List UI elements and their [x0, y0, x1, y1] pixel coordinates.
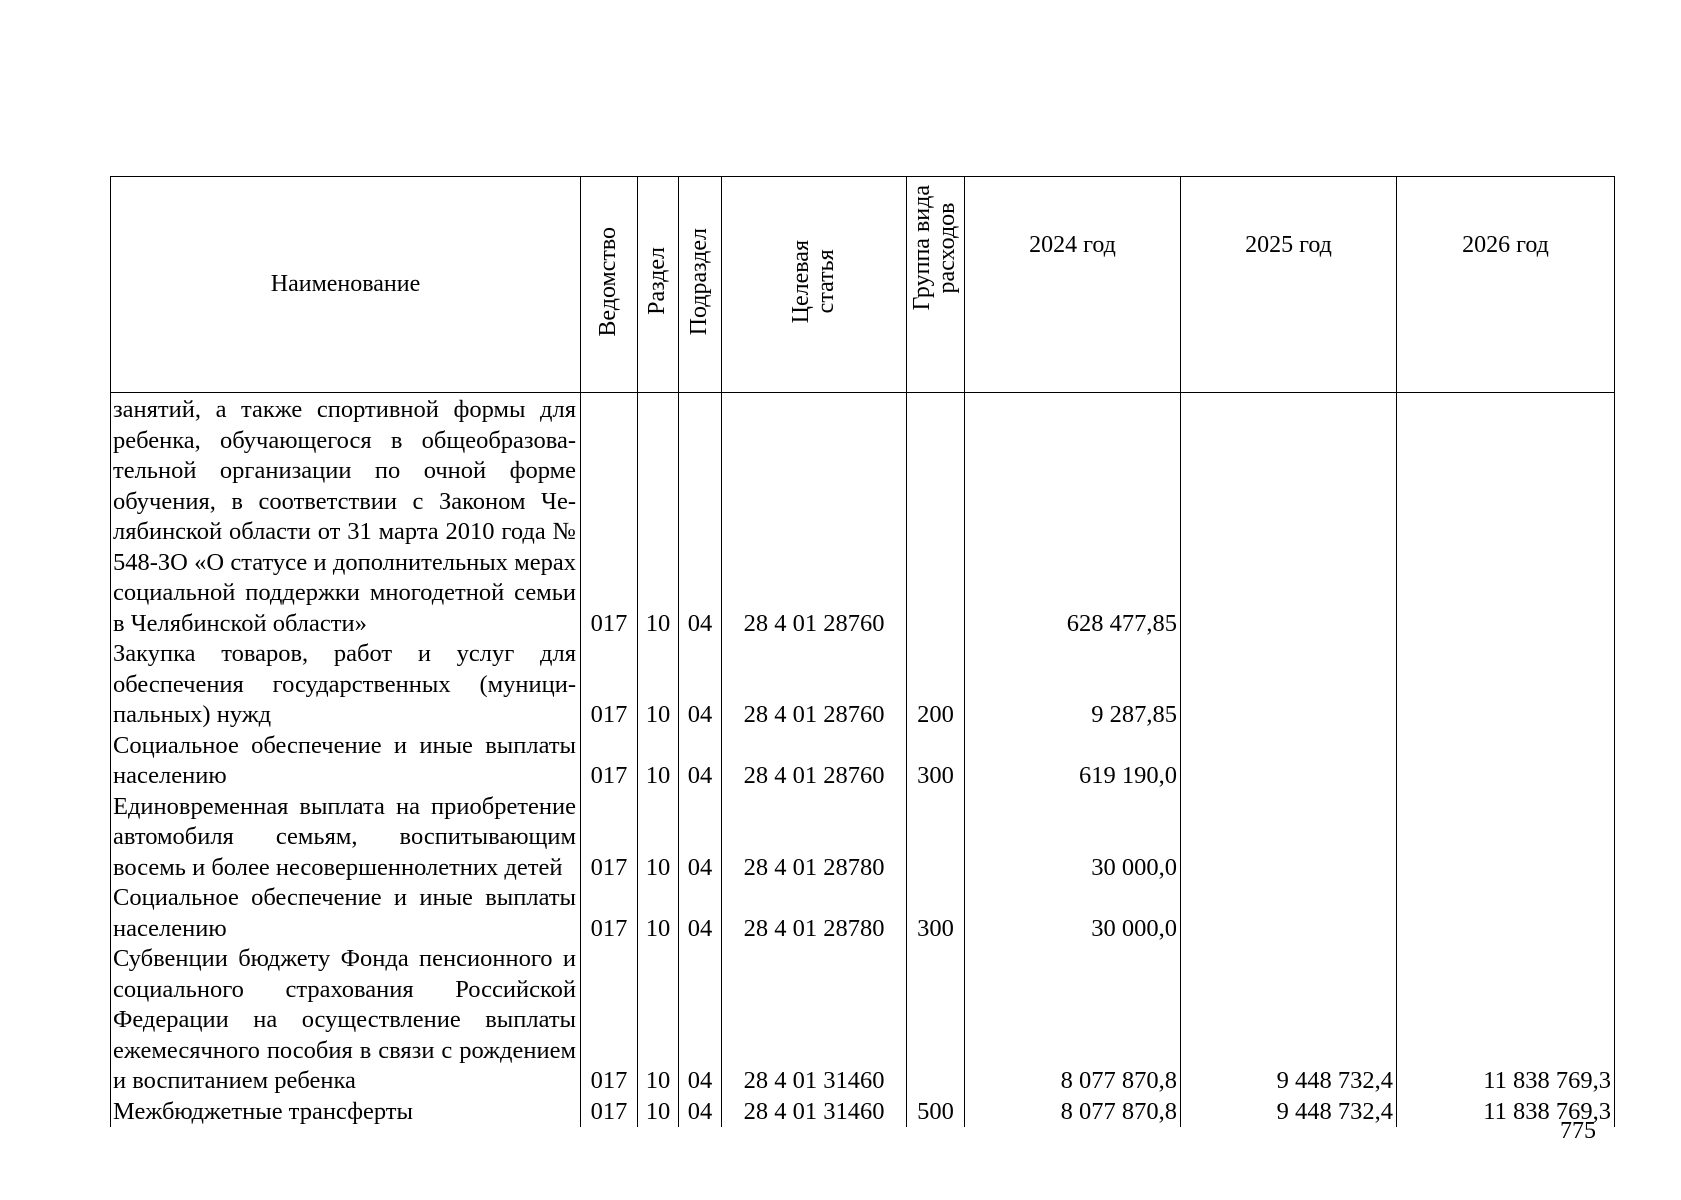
row-2024: 8 077 870,8 — [965, 944, 1181, 1097]
row-2025 — [1181, 792, 1397, 884]
header-celevaya-statya: Целевая статья — [722, 177, 907, 393]
row-gruppa: 300 — [907, 731, 965, 792]
row-2024: 30 000,0 — [965, 792, 1181, 884]
row-gruppa: 300 — [907, 883, 965, 944]
row-2026: 11 838 769,3 — [1397, 1097, 1615, 1128]
row-2025 — [1181, 639, 1397, 731]
row-gruppa — [907, 792, 965, 884]
row-name: занятий, а также спортивной формы для ребенка, обучающегося в общеобразовательной организации по очной форме обучения, в соответствии с Законом Челябинской области от 31 марта 2010 года № 548-ЗО «О статусе и дополнительных мерах социальной поддержки многодетной семьи в Челябинской области» — [111, 393, 581, 640]
row-2024: 30 000,0 — [965, 883, 1181, 944]
row-2026 — [1397, 883, 1615, 944]
table-header — [111, 177, 1615, 393]
table-row — [111, 393, 1615, 640]
row-2025 — [1181, 393, 1397, 640]
row-gruppa — [907, 944, 965, 1097]
row-vedomstvo: 017 — [581, 944, 638, 1097]
row-2024: 619 190,0 — [965, 731, 1181, 792]
row-name: Социальное обеспечение и иные выплаты населению — [111, 883, 581, 944]
row-podrazdel: 04 — [679, 393, 722, 640]
row-celevaya-statya: 28 4 01 28760 — [722, 639, 907, 731]
row-2024: 8 077 870,8 — [965, 1097, 1181, 1128]
row-razdel: 10 — [638, 393, 679, 640]
row-2024: 628 477,85 — [965, 393, 1181, 640]
row-razdel: 10 — [638, 639, 679, 731]
table-body — [111, 393, 1615, 1128]
row-razdel: 10 — [638, 792, 679, 884]
row-razdel: 10 — [638, 883, 679, 944]
row-celevaya-statya: 28 4 01 28780 — [722, 883, 907, 944]
table-row — [111, 883, 1615, 944]
table-row — [111, 731, 1615, 792]
row-podrazdel: 04 — [679, 883, 722, 944]
row-2024: 9 287,85 — [965, 639, 1181, 731]
row-2026: 11 838 769,3 — [1397, 944, 1615, 1097]
row-podrazdel: 04 — [679, 944, 722, 1097]
row-vedomstvo: 017 — [581, 792, 638, 884]
row-name: Социальное обеспечение и иные выплаты населению — [111, 731, 581, 792]
row-razdel: 10 — [638, 731, 679, 792]
row-razdel: 10 — [638, 1097, 679, 1128]
table-row — [111, 639, 1615, 731]
row-celevaya-statya: 28 4 01 28760 — [722, 393, 907, 640]
row-2025 — [1181, 731, 1397, 792]
row-gruppa — [907, 393, 965, 640]
row-2025: 9 448 732,4 — [1181, 944, 1397, 1097]
header-podrazdel: Подраздел — [679, 177, 722, 393]
page-number: 775 — [1560, 1118, 1596, 1144]
table-row — [111, 1097, 1615, 1128]
row-podrazdel: 04 — [679, 1097, 722, 1128]
row-celevaya-statya: 28 4 01 31460 — [722, 944, 907, 1097]
row-celevaya-statya: 28 4 01 31460 — [722, 1097, 907, 1128]
row-2025 — [1181, 883, 1397, 944]
table-row — [111, 944, 1615, 1097]
row-vedomstvo: 017 — [581, 1097, 638, 1128]
row-2026 — [1397, 731, 1615, 792]
header-vedomstvo: Ведомство — [581, 177, 638, 393]
table-row — [111, 792, 1615, 884]
budget-table — [110, 176, 1615, 1127]
row-celevaya-statya: 28 4 01 28760 — [722, 731, 907, 792]
row-2026 — [1397, 792, 1615, 884]
row-vedomstvo: 017 — [581, 883, 638, 944]
header-2026: 2026 год — [1397, 177, 1615, 393]
header-razdel: Раздел — [638, 177, 679, 393]
row-name: Закупка товаров, работ и услуг для обеспечения государственных (муниципальных) нужд — [111, 639, 581, 731]
row-2026 — [1397, 393, 1615, 640]
row-name: Единовременная выплата на приобретение автомобиля семьям, воспитывающим восемь и более несовершеннолетних детей — [111, 792, 581, 884]
row-gruppa: 200 — [907, 639, 965, 731]
row-razdel: 10 — [638, 944, 679, 1097]
header-2024: 2024 год — [965, 177, 1181, 393]
row-2026 — [1397, 639, 1615, 731]
row-podrazdel: 04 — [679, 639, 722, 731]
row-name: Субвенции бюджету Фонда пенсионного и социального страхования Российской Федерации на осуществление выплаты ежемесячного пособия в связи с рождением и воспитанием ребенка — [111, 944, 581, 1097]
row-podrazdel: 04 — [679, 792, 722, 884]
row-podrazdel: 04 — [679, 731, 722, 792]
row-name: Межбюджетные трансферты — [111, 1097, 581, 1128]
row-vedomstvo: 017 — [581, 731, 638, 792]
row-celevaya-statya: 28 4 01 28780 — [722, 792, 907, 884]
row-vedomstvo: 017 — [581, 639, 638, 731]
row-vedomstvo: 017 — [581, 393, 638, 640]
header-gruppa-vida-rashodov: Группа вида расходов — [907, 177, 965, 393]
header-name: Наименование — [111, 177, 581, 393]
header-2025: 2025 год — [1181, 177, 1397, 393]
row-gruppa: 500 — [907, 1097, 965, 1128]
row-2025: 9 448 732,4 — [1181, 1097, 1397, 1128]
